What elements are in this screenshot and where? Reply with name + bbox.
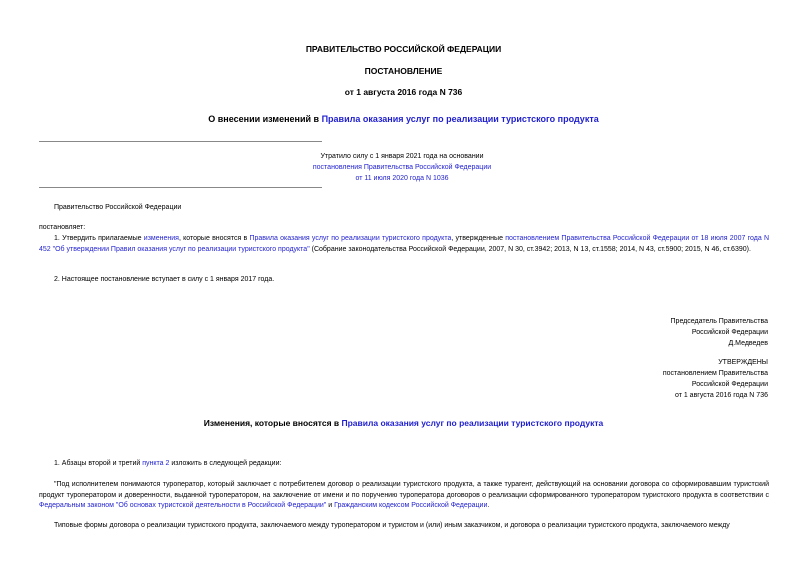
p1-text: , утвержденные <box>451 235 506 242</box>
quote-text: "Под исполнителем понимаются туроператор, который заключает с потребителем договор о реализации туристского продукта, а также турагент, действующий на основании договора со сформировавшим туристский продукт туроператором и доверенности, выданной туроператором, на заключение от имени и по поручению туроператора договоров о реализации сформированного туроператором туристского продукта в соответствии с <box>39 481 769 499</box>
approved-line: постановлением Правительства <box>662 370 768 377</box>
resolution-452-link[interactable]: постановлением Правительства Российской Федерации от 18 июля 2007 года N 452 "Об утверждении Правил оказания услуг по реализации туристского продукта" <box>39 235 769 253</box>
lost-force-note <box>298 151 506 184</box>
lost-force-link[interactable]: постановления Правительства Российской Федерации <box>312 164 492 171</box>
paragraph-1 <box>39 234 769 255</box>
doc-title <box>0 114 807 124</box>
p1-text: , которые вносятся в <box>178 235 250 242</box>
lost-force-link-date[interactable]: от 11 июля 2020 года N 1036 <box>355 175 449 182</box>
p1-text: (Собрание законодательства Российской Федерации, 2007, N 30, ст.3942; 2013, N 13, ст.1558; 2014, N 43, ст.5900; 2015, N 46, ст.6390). <box>309 245 751 253</box>
quote-text: и <box>326 502 335 509</box>
divider-bottom <box>39 187 322 188</box>
rules-link[interactable]: Правила оказания услуг по реализации туристского продукта <box>341 418 604 428</box>
civil-code-link[interactable]: Гражданским кодексом Российской Федерации <box>334 502 488 509</box>
decides-line: постановляет: <box>39 224 86 231</box>
quote-paragraph <box>39 480 769 512</box>
federal-law-link[interactable]: Федеральным законом "Об основах туристской деятельности в Российской Федерации" <box>39 502 327 509</box>
rules-link[interactable]: Правила оказания услуг по реализации туристского продукта <box>321 114 599 124</box>
signature-block <box>671 316 768 349</box>
item1-text: изложить в следующей редакции: <box>169 460 282 467</box>
govt-line: Правительство Российской Федерации <box>54 204 182 211</box>
government-heading: ПРАВИТЕЛЬСТВО РОССИЙСКОЙ ФЕДЕРАЦИИ <box>305 44 502 54</box>
approved-line: от 1 августа 2016 года N 736 <box>674 392 768 399</box>
changes-title-prefix: Изменения, которые вносятся в <box>203 418 342 428</box>
last-paragraph: Типовые формы договора о реализации туристского продукта, заключаемого между туроператором и туристом и (или) иным заказчиком, и договора о реализации туристского продукта, заключаемого между <box>54 522 730 529</box>
changes-link[interactable]: изменения <box>143 235 179 242</box>
quote-text: . <box>487 502 490 509</box>
signature-line: Российской Федерации <box>691 329 768 336</box>
rules-link[interactable]: Правила оказания услуг по реализации туристского продукта <box>249 235 452 242</box>
doc-date-heading: от 1 августа 2016 года N 736 <box>344 87 463 97</box>
changes-title <box>0 418 807 428</box>
item1-text: 1. Абзацы второй и третий <box>54 460 143 467</box>
approved-block <box>663 357 768 401</box>
divider-top <box>39 141 322 142</box>
clause-2-link[interactable]: пункта 2 <box>142 460 170 467</box>
p1-text: 1. Утвердить прилагаемые <box>54 235 144 242</box>
doc-title-prefix: О внесении изменений в <box>208 114 322 124</box>
signature-name: Д.Медведев <box>728 340 768 347</box>
change-item-1 <box>54 459 784 470</box>
signature-line: Председатель Правительства <box>670 318 768 325</box>
doc-type-heading: ПОСТАНОВЛЕНИЕ <box>364 66 443 76</box>
approved-line: УТВЕРЖДЕНЫ <box>718 359 768 366</box>
approved-line: Российской Федерации <box>691 381 768 388</box>
paragraph-2: 2. Настоящее постановление вступает в силу с 1 января 2017 года. <box>54 276 275 283</box>
lost-force-line: Утратило силу с 1 января 2021 года на основании <box>320 153 484 160</box>
